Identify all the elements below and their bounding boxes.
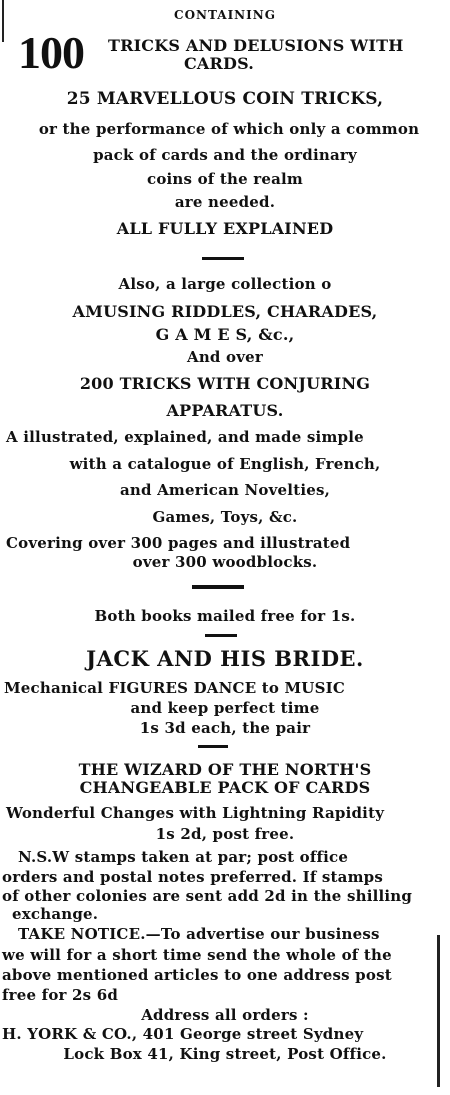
nsw-stamps-line2: orders and postal notes preferred. If stamps — [2, 868, 384, 886]
conjuring-line1: 200 TRICKS WITH CONJURING — [79, 374, 371, 393]
wizard-title-line2: CHANGEABLE PACK OF CARDS — [79, 778, 371, 797]
address-line2: Lock Box 41, King street, Post Office. — [63, 1045, 387, 1063]
performance-line1: or the performance of which only a common — [38, 120, 420, 138]
performance-line2: pack of cards and the ordinary — [93, 146, 357, 164]
address-line1: H. YORK & CO., 401 George street Sydney — [2, 1025, 364, 1043]
illustrated-line4: Games, Toys, &c. — [152, 508, 298, 526]
mechanical-figures-price: 1s 3d each, the pair — [139, 719, 311, 737]
performance-line3: coins of the realm — [146, 170, 304, 188]
illustrated-line3: and American Novelties, — [119, 481, 331, 499]
performance-line4: are needed. — [174, 193, 276, 211]
covering-line2: over 300 woodblocks. — [132, 553, 318, 571]
take-notice-line3: above mentioned articles to one address post — [2, 966, 392, 984]
nsw-stamps-line3: of other colonies are sent add 2d in the shilling — [2, 887, 413, 905]
address-heading: Address all orders : — [141, 1006, 309, 1024]
nsw-stamps-line4: exchange. — [12, 905, 99, 923]
take-notice-line4: free for 2s 6d — [2, 986, 119, 1004]
riddles-line2: G A M E S, &c., — [155, 325, 295, 344]
conjuring-line2: APPARATUS. — [166, 401, 284, 420]
illustrated-line1: A illustrated, explained, and made simple — [6, 428, 364, 446]
and-over-line: And over — [186, 348, 264, 366]
fully-explained-line: ALL FULLY EXPLAINED — [116, 219, 334, 238]
price-post-free: 1s 2d, post free. — [155, 825, 295, 843]
containing-heading: CONTAINING — [174, 8, 276, 22]
take-notice-line1: TAKE NOTICE.—To advertise our business — [18, 925, 380, 943]
riddles-line1: AMUSING RIDDLES, CHARADES, — [72, 302, 378, 321]
wizard-title-line1: THE WIZARD OF THE NORTH'S — [78, 760, 372, 779]
tricks-delusions-line2: CARDS. — [184, 54, 255, 73]
separator-rule — [202, 257, 244, 260]
illustrated-line2: with a catalogue of English, French, — [69, 455, 381, 473]
mechanical-figures-line2: and keep perfect time — [130, 699, 320, 717]
jack-bride-title: JACK AND HIS BRIDE. — [86, 646, 364, 671]
big-number-100: 100 — [18, 27, 84, 78]
covering-line1: Covering over 300 pages and illustrated — [6, 534, 351, 552]
wonderful-changes-line: Wonderful Changes with Lightning Rapidity — [6, 804, 385, 822]
coin-tricks-line: 25 MARVELLOUS COIN TRICKS, — [66, 89, 384, 109]
nsw-stamps-line1: N.S.W stamps taken at par; post office — [18, 848, 349, 866]
both-books-line: Both books mailed free for 1s. — [94, 607, 356, 625]
take-notice-line2: we will for a short time send the whole of the — [2, 946, 392, 964]
mechanical-figures-line1: Mechanical FIGURES DANCE to MUSIC — [4, 679, 345, 697]
separator-rule — [198, 745, 228, 748]
separator-rule — [205, 634, 237, 637]
separator-rule — [192, 585, 244, 589]
also-collection-line: Also, a large collection o — [118, 275, 332, 293]
tricks-delusions-line1: TRICKS AND DELUSIONS WITH — [108, 36, 404, 55]
